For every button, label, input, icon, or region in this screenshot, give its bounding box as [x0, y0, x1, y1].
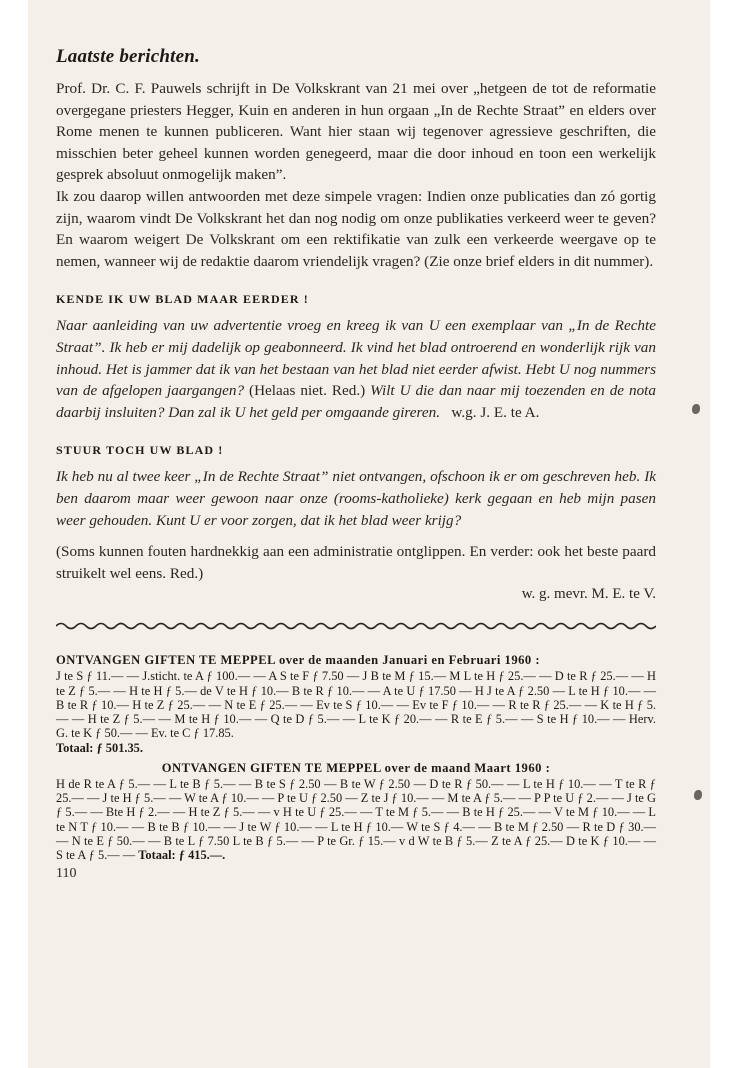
gifts-list: J te S ƒ 11.— — J.sticht. te A ƒ 100.— — A S te F ƒ 7.50 — J B te M ƒ 15.— M L te H ƒ 25.— — D te R ƒ 25.— — H te Z ƒ 5.— — H te H ƒ 5.— de V te H ƒ 10.— B te R ƒ 10.— — A te U ƒ 17.50 — H J te A ƒ 2.50 — L te H ƒ 10.— — B te R ƒ 10.— H te Z ƒ 25.— — N te E ƒ 25.— — Ev te S ƒ 10.— — Ev te F ƒ 10.— — R te R ƒ 25.— — K te H ƒ 5.— — H te Z ƒ 5.— — M te H ƒ 10.— — Q te D ƒ 5.— — L te K ƒ 20.— — R te E ƒ 5.— — S te H ƒ 10.— — Herv. G. te K ƒ 50.— — Ev. te C ƒ 17.85. [56, 669, 656, 741]
intro-paragraph: Ik zou daarop willen antwoorden met deze simpele vragen: Indien onze publicaties dan zó gortig zijn, waarom vindt De Volkskrant het dan nog nodig om onze publikaties verkeerd weer te geven? En waarom weigert De Volkskrant om een rektifikatie van zulk een verkeerde weergave op te nemen, wanneer wij de redaktie daarom vriendelijk vragen? (Zie onze brief elders in dit nummer). [56, 187, 656, 270]
letter-body [56, 315, 656, 423]
gifts-total: Totaal: ƒ 415.—. [138, 847, 226, 862]
letter-text: Wilt U die dan naar mij toezenden en de nota daarbij insluiten? Dan zal ik U het geld per omgaande gireren. [56, 382, 656, 421]
gifts-heading: ONTVANGEN GIFTEN TE MEPPEL over de maanden Januari en Februari 1960 : [56, 653, 541, 668]
letter-signature: w.g. J. E. te A. [451, 403, 540, 421]
letter-title: STUUR TOCH UW BLAD ! [56, 443, 224, 458]
page-heading: Laatste berichten. [56, 46, 200, 67]
gifts-total: Totaal: ƒ 501.35. [56, 740, 143, 755]
gifts-section [56, 653, 656, 862]
letter-title: KENDE IK UW BLAD MAAR EERDER ! [56, 292, 309, 307]
editor-note: (Helaas niet. Red.) [244, 382, 371, 400]
letter-signature: w. g. mevr. M. E. te V. [521, 586, 656, 603]
page-number: 110 [56, 866, 77, 882]
article-content [56, 46, 656, 882]
wavy-divider [56, 621, 656, 631]
intro-paragraph: Prof. Dr. C. F. Pauwels schrijft in De Volkskrant van 21 mei over „hetgeen de tot de reformatie overgegane priesters Hegger, Kuin en anderen in hun orgaan „In de Rechte Straat” en elders over Rome menen te kunnen publiceren. Want hier staan wij tegenover agressieve geschriften, die misschien beter geheel kunnen worden genegeerd, maar die door inhoud en toon een werkelijk gesprek absoluut onmogelijk maken”. [56, 80, 656, 184]
editor-reply: (Soms kunnen fouten hardnekkig aan een administratie ontglippen. En verder: ook het beste paard struikelt wel eens. Red.) [56, 543, 656, 582]
gifts-list [56, 777, 656, 862]
gifts-entries: H de R te A ƒ 5.— — L te B ƒ 5.— — B te S ƒ 2.50 — B te W ƒ 2.50 — D te R ƒ 50.— — L te H ƒ 10.— — T te R ƒ 25.— — J te H ƒ 5.— — W te A ƒ 10.— — P te U ƒ 2.50 — Z te J ƒ 10.— — M te A ƒ 5.— — P P te U ƒ 2.— — J te G ƒ 5.— — Bte H ƒ 2.— — H te Z ƒ 5.— — v H te U ƒ 25.— — T te M ƒ 5.— — B te H ƒ 25.— — V te M ƒ 10.— — L te N T ƒ 10.— — B te B ƒ 10.— — J te W ƒ 10.— — L te H ƒ 10.— W te S ƒ 4.— — B te M ƒ 2.50 — R te D ƒ 30.— — N te E ƒ 50.— — B te L ƒ 7.50 L te B ƒ 5.— — P te Gr. ƒ 15.— v d W te B ƒ 5.— Z te A ƒ 25.— D te K ƒ 10.— — S te A ƒ 5.— — [56, 776, 656, 862]
letter-text: Naar aanleiding van uw advertentie vroeg en kreeg ik van U een exemplaar van „In de Rechte Straat”. Ik heb er mij dadelijk op geabonneerd. Ik vind het blad ontroerend en wonderlijk rijk van inhoud. Het is jammer dat ik van het bestaan van het blad niet eerder afwist. Hebt U nog nummers van de afgelopen jaargangen? [56, 317, 656, 400]
ink-mark [694, 790, 702, 800]
gifts-heading: ONTVANGEN GIFTEN TE MEPPEL over de maand Maart 1960 : [161, 760, 551, 775]
ink-mark [692, 404, 700, 414]
letter-text: Ik heb nu al twee keer „In de Rechte Straat” niet ontvangen, ofschoon ik er om geschreven heb. Ik ben daarom maar weer gewoon naar onze (rooms-katholieke) kerk gegaan en heb mijn pasen weer gehouden. Kunt U er voor zorgen, dat ik het blad weer krijg? [56, 468, 656, 529]
